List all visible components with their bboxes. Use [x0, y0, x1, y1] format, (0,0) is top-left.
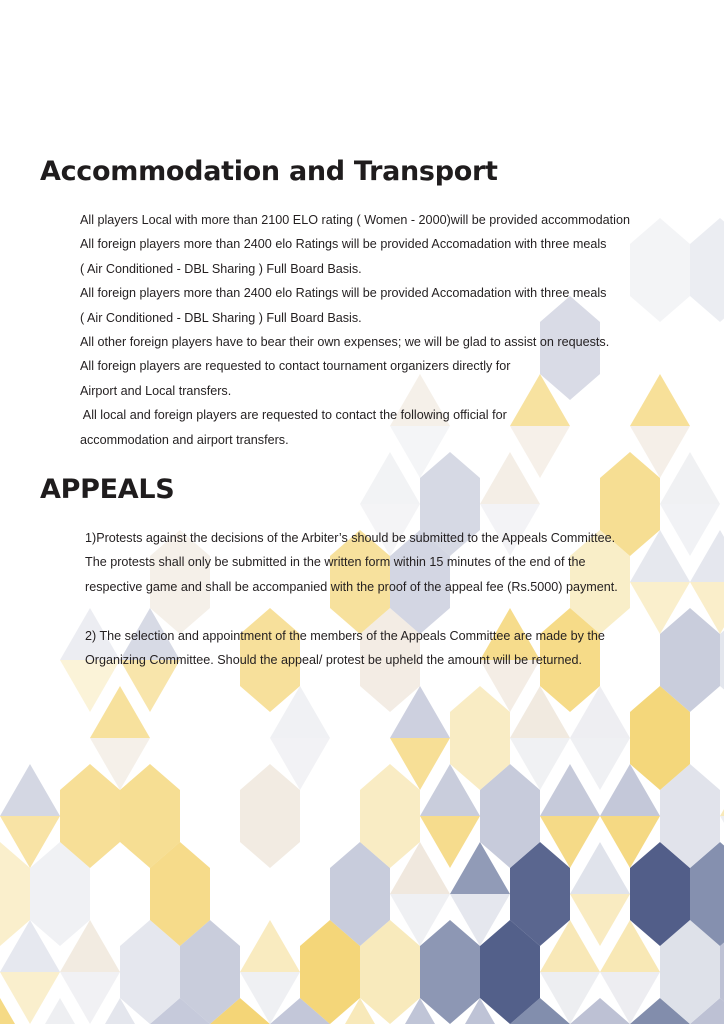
text-line: 2) The selection and appointment of the members of the Appeals Committee are made by the: [85, 628, 605, 643]
text-line: accommodation and airport transfers.: [80, 432, 289, 447]
text-line: 1)Protests against the decisions of the Arbiter’s should be submitted to the Appeals Committee.: [85, 531, 616, 545]
text-line: All local and foreign players are requested to contact the following official for: [80, 408, 507, 423]
text-line: Airport and Local transfers.: [80, 383, 232, 398]
text-line: ( Air Conditioned - DBL Sharing ) Full Board Basis.: [80, 261, 362, 276]
appeals-text: [85, 526, 618, 672]
text-line: All foreign players are requested to contact tournament organizers directly for: [80, 359, 511, 374]
text-line: respective game and shall be accompanied with the proof of the appeal fee (Rs.5000) payment.: [85, 579, 618, 594]
text-line: All foreign players more than 2400 elo Ratings will be provided Accomadation with three meals: [80, 286, 607, 301]
section-title-appeals: APPEALS: [40, 474, 175, 505]
text-line: All players Local with more than 2100 ELO rating ( Women - 2000)will be provided accommodation: [80, 213, 630, 227]
paragraph-spacer: [85, 599, 618, 623]
section-title-accommodation: Accommodation and Transport: [40, 156, 498, 187]
accommodation-text: [80, 208, 630, 452]
text-line: Organizing Committee. Should the appeal/ protest be upheld the amount will be returned.: [85, 652, 583, 667]
text-line: All other foreign players have to bear their own expenses; we will be glad to assist on requests.: [80, 334, 610, 349]
text-line: The protests shall only be submitted in the written form within 15 minutes of the end of the: [85, 555, 586, 570]
text-line: All foreign players more than 2400 elo Ratings will be provided Accomadation with three meals: [80, 237, 607, 252]
text-line: ( Air Conditioned - DBL Sharing ) Full Board Basis.: [80, 310, 362, 325]
